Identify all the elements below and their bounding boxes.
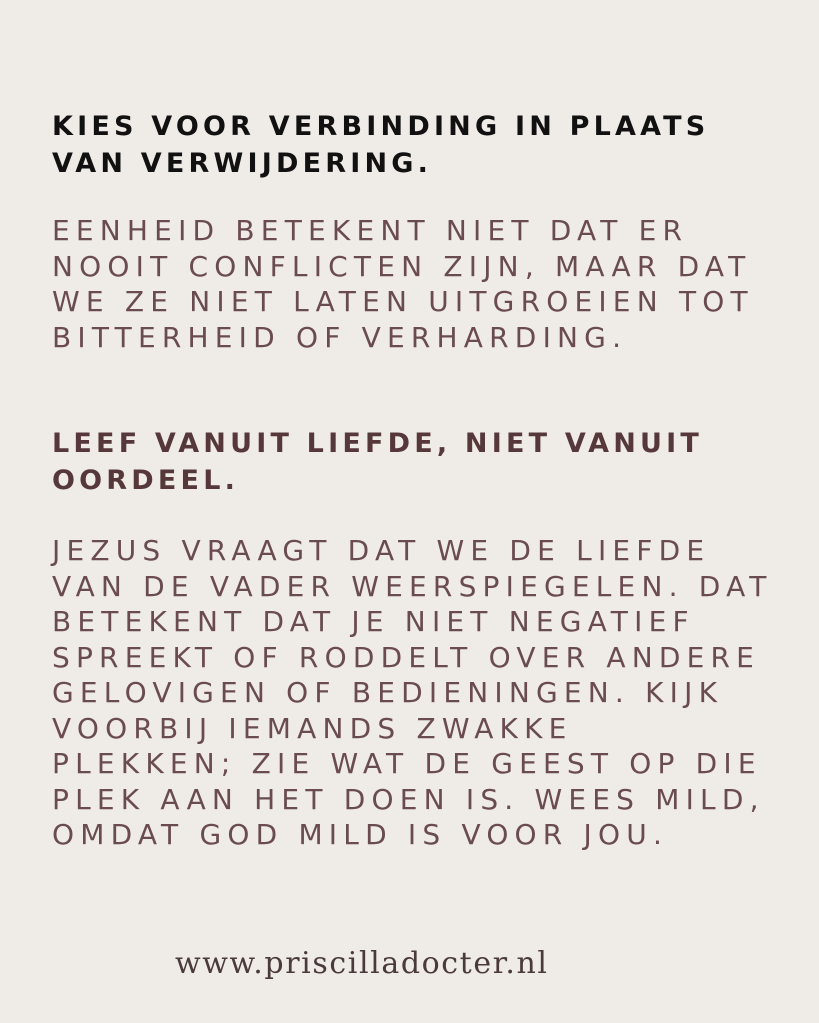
section-2-paragraph-line: GELOVIGEN OF BEDIENINGEN. KIJK — [52, 676, 724, 709]
section-2-paragraph-line: VOORBIJ IEMANDS ZWAKKE — [52, 711, 573, 745]
section-2-heading-line: LEEF VANUIT LIEFDE, NIET VANUIT — [52, 428, 703, 459]
section-1-paragraph-line: EENHEID BETEKENT NIET DAT ER — [52, 214, 689, 247]
section-2-paragraph-line: BETEKENT DAT JE NIET NEGATIEF — [52, 605, 695, 638]
section-1-paragraph-line: NOOIT CONFLICTEN ZIJN, MAAR DAT — [52, 249, 752, 283]
section-1-paragraph — [52, 213, 754, 355]
section-1-heading-line: KIES VOOR VERBINDING IN PLAATS — [52, 111, 710, 142]
section-2-paragraph-line: JEZUS VRAAGT DAT WE DE LIEFDE — [52, 534, 711, 567]
section-2-heading-line: OORDEEL. — [52, 465, 240, 496]
section-2-paragraph — [52, 533, 773, 853]
section-1-heading-line: VAN VERWIJDERING. — [52, 148, 433, 179]
section-2-heading — [52, 425, 703, 499]
section-2-paragraph-line: PLEK AAN HET DOEN IS. WEES MILD, — [52, 782, 765, 816]
footer-website: www.priscilladocter.nl — [175, 946, 549, 981]
section-1-paragraph-line: WE ZE NIET LATEN UITGROEIEN TOT — [52, 285, 754, 318]
section-1-paragraph-line: BITTERHEID OF VERHARDING. — [52, 320, 628, 354]
section-1-heading — [52, 108, 709, 182]
section-2-paragraph-line: VAN DE VADER WEERSPIEGELEN. DAT — [52, 569, 773, 603]
section-2-paragraph-line: SPREEKT OF RODDELT OVER ANDERE — [52, 640, 761, 674]
section-2-paragraph-line: PLEKKEN; ZIE WAT DE GEEST OP DIE — [52, 747, 762, 780]
section-2-paragraph-line: OMDAT GOD MILD IS VOOR JOU. — [52, 818, 669, 851]
